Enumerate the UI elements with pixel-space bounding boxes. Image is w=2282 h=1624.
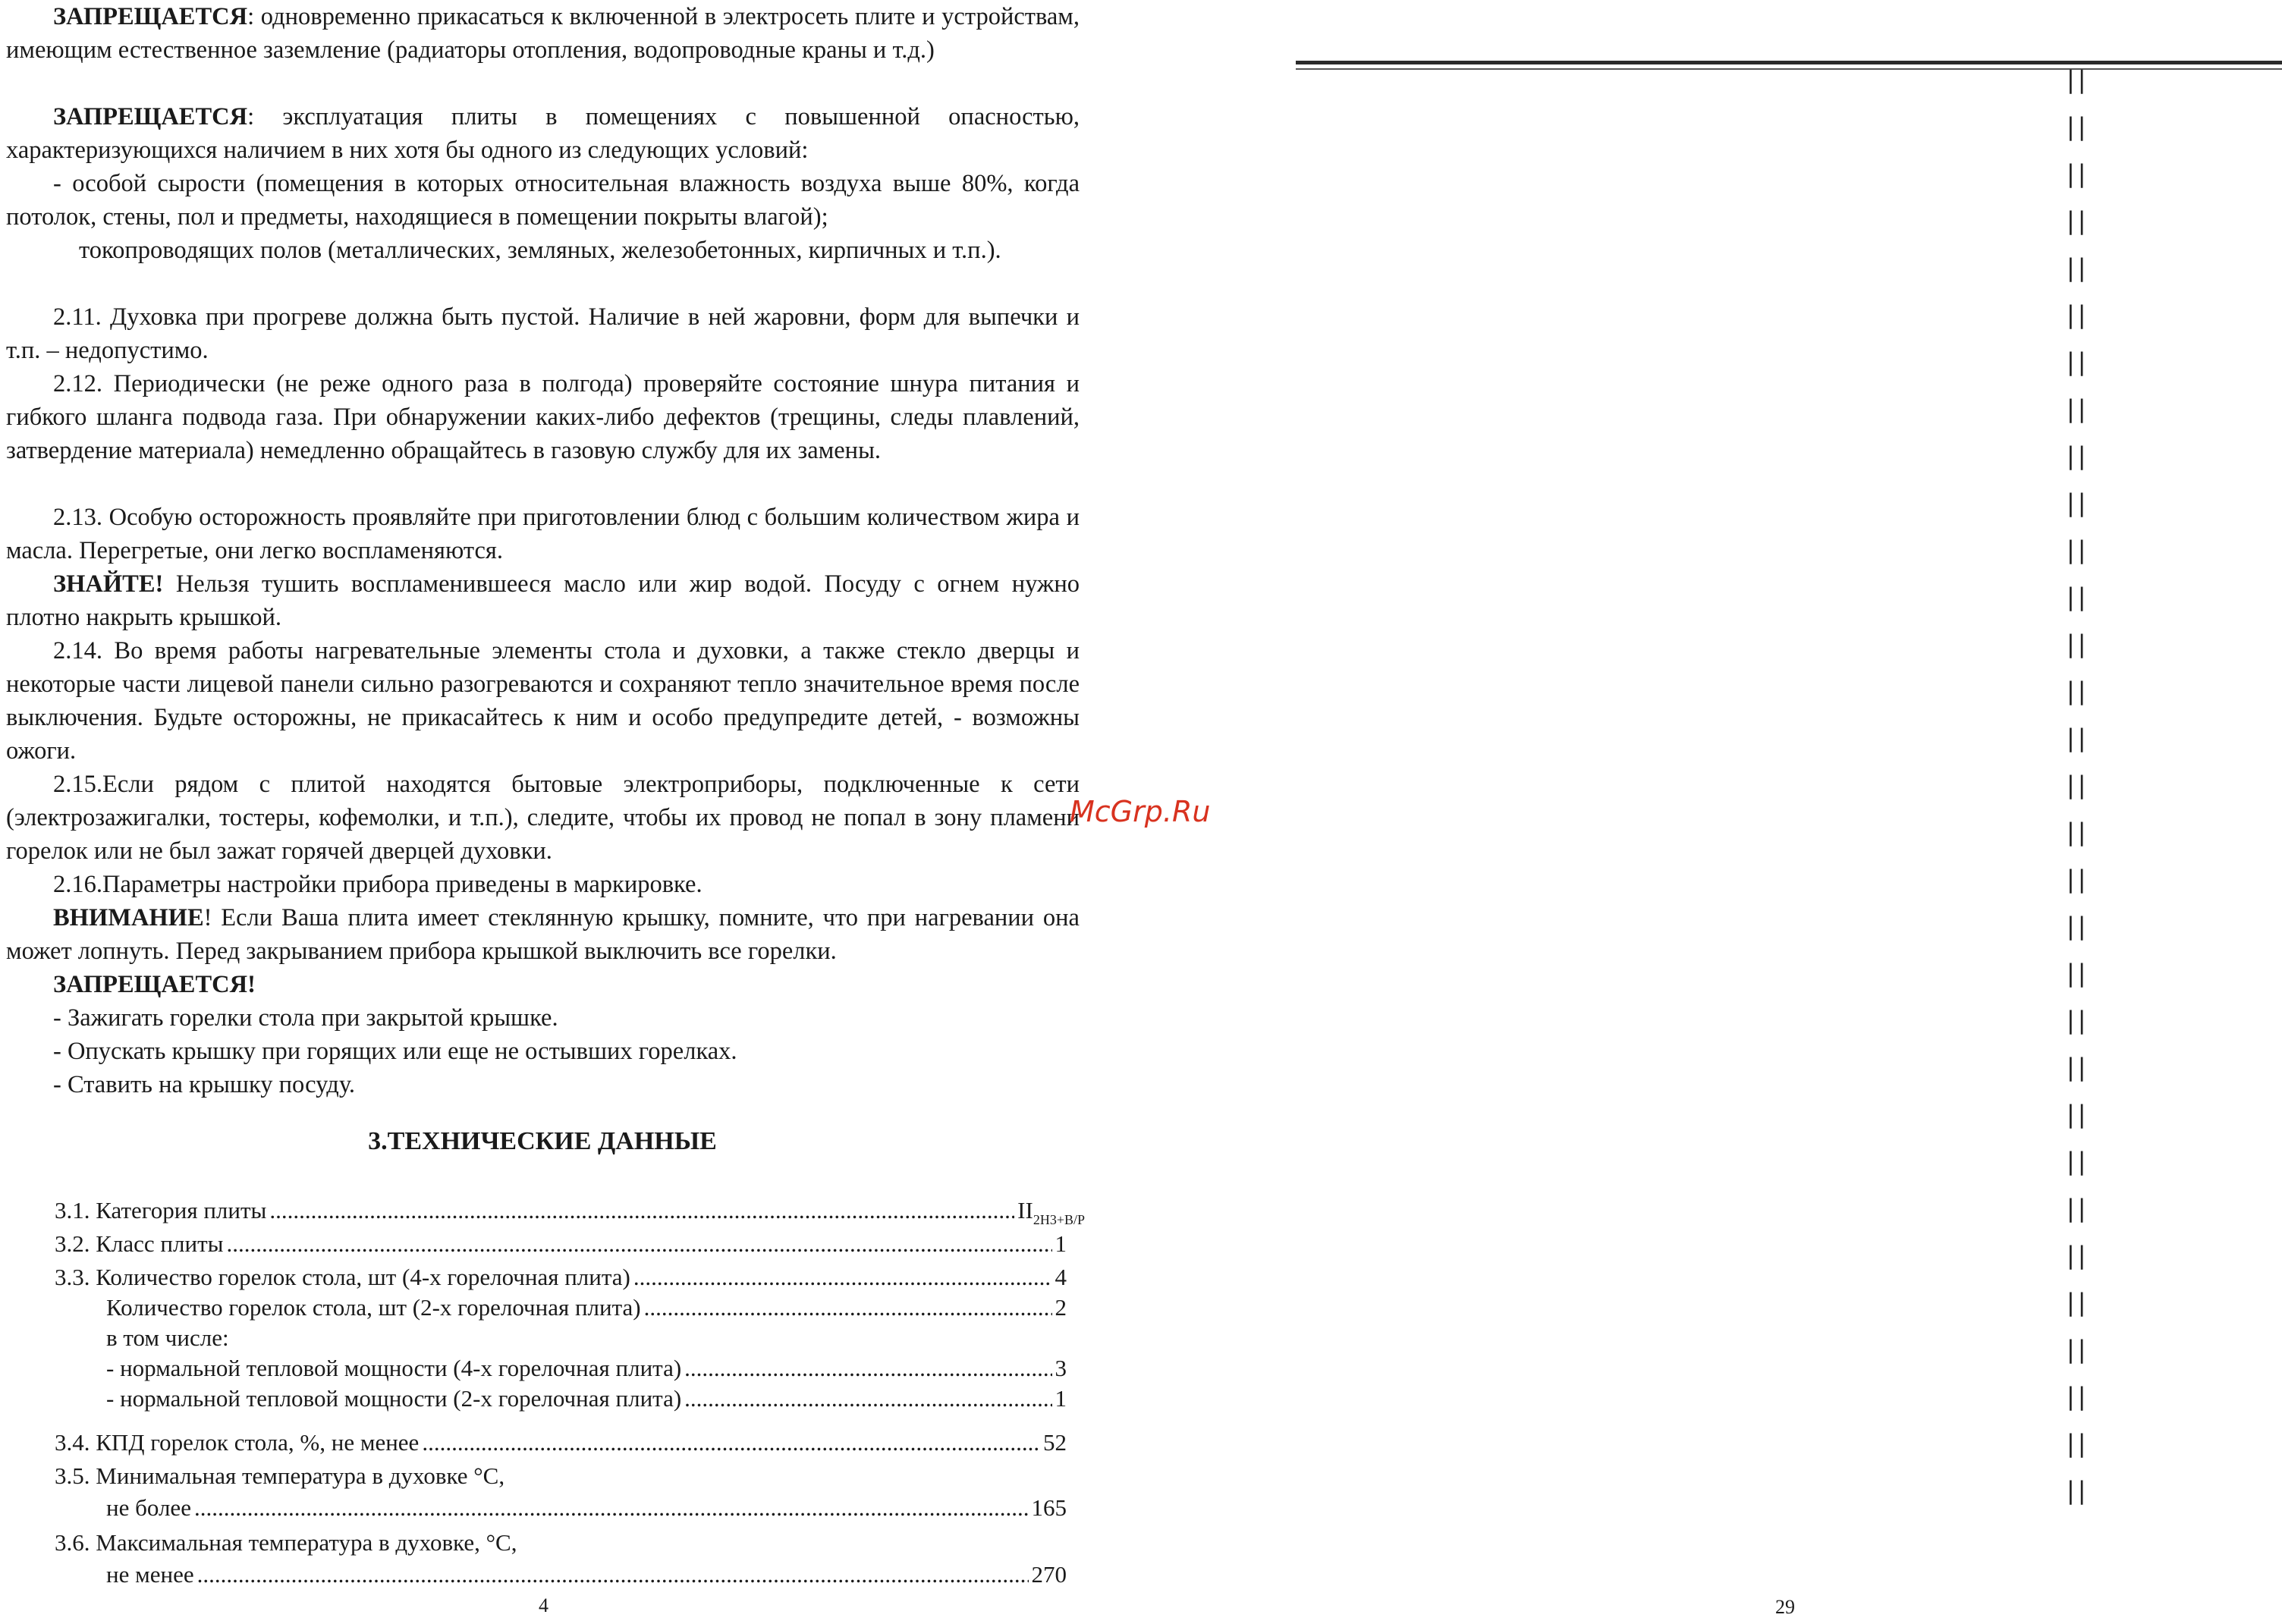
spec-value: 52: [1043, 1429, 1067, 1456]
top-rule-thin: [1296, 68, 2282, 70]
spec-row-max-temp-value: [106, 1560, 1067, 1590]
paragraph-text: : одновременно прикасаться к включенной в электросеть плите и устройствам, имеющим естественное заземление (радиаторы отопления, водопроводные краны и т.д.): [6, 3, 1080, 64]
bar-mark: ||: [2067, 1100, 2089, 1129]
spec-row-normal-4: [106, 1353, 1067, 1384]
spec-label: 3.3. Количество горелок стола, шт (4-х горелочная плита): [55, 1264, 630, 1290]
paragraph-prohibited-touch: [6, 0, 1080, 67]
paragraph-text: : эксплуатация плиты в помещениях с повышенной опасностью, характеризующихся наличием в них хотя бы одного из следующих условий:: [6, 103, 1080, 164]
paragraph-2-16: 2.16.Параметры настройки прибора приведены в маркировке.: [53, 871, 703, 898]
spec-value: 1: [1055, 1230, 1067, 1257]
spec-row-normal-2: [106, 1384, 1067, 1414]
page-number-left: 4: [539, 1594, 548, 1616]
prohibited-label: ЗАПРЕЩАЕТСЯ: [53, 103, 248, 130]
spec-value: 3: [1055, 1355, 1067, 1381]
bar-mark: ||: [2067, 1194, 2089, 1223]
spec-label: 3.4. КПД горелок стола, %, не менее: [55, 1429, 420, 1456]
spec-row-burners-4: [55, 1262, 1067, 1293]
bar-mark: ||: [2067, 159, 2089, 188]
bar-mark: ||: [2067, 959, 2089, 988]
spec-label: в том числе:: [106, 1324, 229, 1351]
bar-mark: ||: [2067, 347, 2089, 376]
spec-value: 4: [1055, 1264, 1067, 1290]
bar-mark: ||: [2067, 441, 2089, 470]
spec-row-efficiency: [55, 1428, 1067, 1458]
bar-mark: ||: [2067, 65, 2089, 94]
bar-mark: ||: [2067, 1335, 2089, 1364]
bar-mark: ||: [2067, 112, 2089, 141]
bar-mark: ||: [2067, 488, 2089, 517]
paragraph-prohibited-operation: [6, 100, 1080, 167]
bar-mark: ||: [2067, 818, 2089, 847]
bar-mark: ||: [2067, 206, 2089, 235]
paragraph-attention: [6, 901, 1080, 968]
spec-row-min-temp: [55, 1461, 504, 1491]
spec-value: 270: [1031, 1561, 1067, 1588]
bar-mark: ||: [2067, 253, 2089, 282]
prohibited-label: ЗАПРЕЩАЕТСЯ: [53, 3, 248, 30]
paragraph-text: ! Если Ваша плита имеет стеклянную крышку, помните, что при нагревании она может лопнуть. Перед закрыванием прибора крышкой выключить все горелки.: [6, 904, 1080, 965]
spec-row-max-temp: [55, 1528, 517, 1558]
bar-mark: ||: [2067, 1053, 2089, 1082]
paragraph-floors: токопроводящих полов (металлических, земляных, железобетонных, кирпичных и т.п.).: [79, 237, 1001, 264]
spec-value: 165: [1031, 1494, 1067, 1521]
spec-row-min-temp-value: [106, 1493, 1067, 1523]
paragraph-2-13: 2.13. Особую осторожность проявляйте при приготовлении блюд с большим количеством жира и масла. Перегретые, они легко воспламеняются.: [6, 504, 1080, 564]
watermark-logo: McGrp.Ru: [1070, 795, 1211, 828]
prohibited-heading: ЗАПРЕЩАЕТСЯ!: [53, 971, 256, 998]
left-page: [0, 0, 1085, 1624]
spec-label: 3.6. Максимальная температура в духовке, °С,: [55, 1529, 517, 1556]
bar-mark: ||: [2067, 1147, 2089, 1176]
paragraph-2-11: 2.11. Духовка при прогреве должна быть пустой. Наличие в ней жаровни, форм для выпечки и т.п. – недопустимо.: [6, 303, 1080, 364]
spec-label: не более: [106, 1494, 191, 1521]
attention-label: ВНИМАНИЕ: [53, 904, 204, 931]
spec-label: - нормальной тепловой мощности (4-х горелочная плита): [106, 1355, 682, 1381]
bar-mark: ||: [2067, 583, 2089, 611]
spec-row-class: [55, 1229, 1067, 1259]
paragraph-know: [6, 567, 1080, 634]
list-item: - Ставить на крышку посуду.: [53, 1071, 355, 1098]
bar-mark: ||: [2067, 1429, 2089, 1458]
bar-mark: ||: [2067, 865, 2089, 894]
bar-mark: ||: [2067, 771, 2089, 799]
bar-mark: ||: [2067, 536, 2089, 564]
top-rule: [1296, 61, 2282, 64]
paragraph-2-14: 2.14. Во время работы нагревательные элементы стола и духовки, а также стекло дверцы и некоторые части лицевой панели сильно разогреваются и сохраняют тепло значительное время после выключения. Будьте осторожны, не прикасайтесь к ним и особо предупредите детей, - возможны ожоги.: [6, 637, 1080, 765]
know-label: ЗНАЙТЕ!: [53, 570, 164, 598]
bar-mark: ||: [2067, 677, 2089, 705]
paragraph-humidity: - особой сырости (помещения в которых относительная влажность воздуха выше 80%, когда потолок, стены, пол и предметы, находящиеся в помещении покрыты влагой);: [6, 170, 1080, 231]
bar-mark: ||: [2067, 1288, 2089, 1317]
bar-mark: ||: [2067, 912, 2089, 941]
page-number-right: 29: [1775, 1596, 1795, 1618]
spec-value: $II_{2Н3+В/Р}$: [1017, 1197, 1085, 1227]
bar-mark: ||: [2067, 630, 2089, 658]
bar-mark: ||: [2067, 1006, 2089, 1035]
list-item: - Опускать крышку при горящих или еще не остывших горелках.: [53, 1038, 737, 1065]
spec-row-including: [106, 1323, 229, 1353]
paragraph-text: Нельзя тушить воспламенившееся масло или жир водой. Посуду с огнем нужно плотно накрыть крышкой.: [6, 570, 1080, 631]
spec-label: - нормальной тепловой мощности (2-х горелочная плита): [106, 1385, 682, 1412]
bar-mark: ||: [2067, 1241, 2089, 1270]
bar-mark: ||: [2067, 1476, 2089, 1505]
bar-mark: ||: [2067, 724, 2089, 752]
list-item: - Зажигать горелки стола при закрытой крышке.: [53, 1004, 558, 1032]
spec-label: не менее: [106, 1561, 194, 1588]
bar-mark: ||: [2067, 1382, 2089, 1411]
spec-row-burners-2: [106, 1293, 1067, 1323]
spec-label: Количество горелок стола, шт (2-х горелочная плита): [106, 1294, 641, 1321]
bar-mark: ||: [2067, 394, 2089, 423]
spec-value: 2: [1055, 1294, 1067, 1321]
spec-label: 3.5. Минимальная температура в духовке °С,: [55, 1462, 505, 1489]
bar-mark: ||: [2067, 300, 2089, 329]
paragraph-2-12: 2.12. Периодически (не реже одного раза в полгода) проверяйте состояние шнура питания и гибкого шланга подвода газа. При обнаружении каких-либо дефектов (трещины, следы плавлений, затвердение материала) немедленно обращайтесь в газовую службу для их замены.: [6, 370, 1080, 464]
paragraph-2-15: 2.15.Если рядом с плитой находятся бытовые электроприборы, подключенные к сети (электрозажигалки, тостеры, кофемолки, и т.п.), следите, чтобы их провод не попал в зону пламени горелок или не был зажат горячей дверцей духовки.: [6, 771, 1080, 865]
spec-label: 3.2. Класс плиты: [55, 1230, 224, 1257]
spec-label: 3.1. Категория плиты: [55, 1197, 267, 1223]
section-title: 3.ТЕХНИЧЕСКИЕ ДАННЫЕ: [368, 1127, 717, 1155]
spec-value: 1: [1055, 1385, 1067, 1412]
